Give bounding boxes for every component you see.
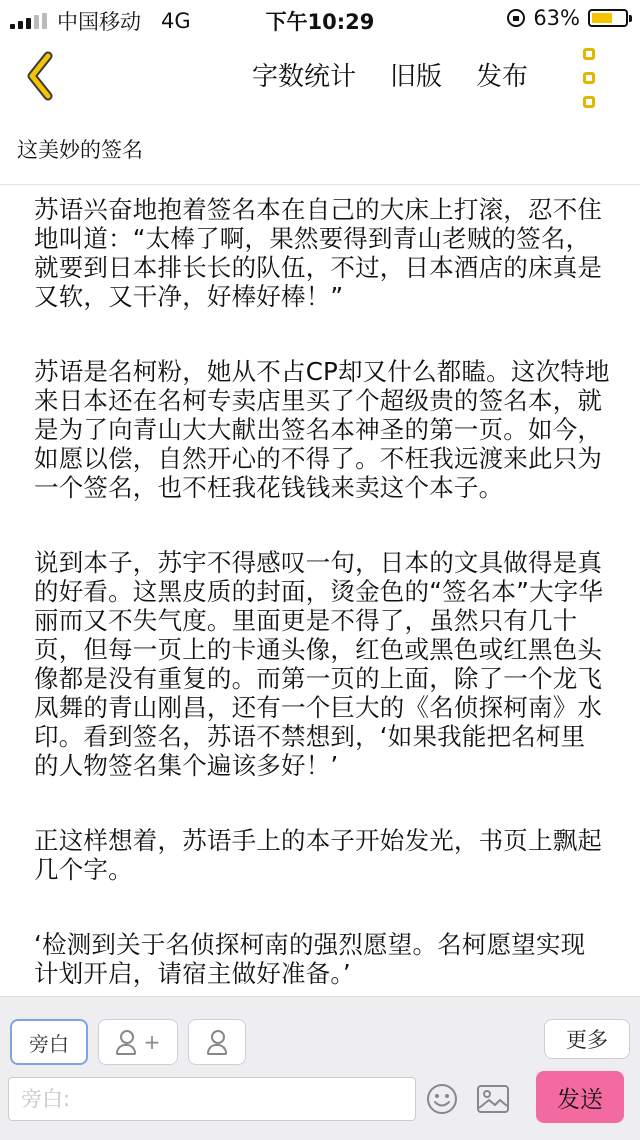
smiley-icon xyxy=(426,1083,458,1115)
battery-fill xyxy=(592,13,612,23)
person-icon xyxy=(116,1030,136,1054)
status-time: 下午10:29 xyxy=(265,10,375,34)
rotation-lock-icon xyxy=(507,9,525,27)
image-button[interactable] xyxy=(476,1083,510,1115)
word-count-button[interactable]: 字数统计 xyxy=(252,62,357,92)
carrier-name: 中国移动 xyxy=(57,10,141,34)
publish-button[interactable]: 发布 xyxy=(476,62,529,92)
paragraph: 苏语兴奋地抱着签名本在自己的大床上打滚，忍不住地叫道：“太棒了啊，果然要得到青山老贼的签名，就要到日本排长长的队伍，不过，日本酒店的床真是又软，又干净，好棒好棒！” xyxy=(34,195,603,311)
back-button[interactable] xyxy=(18,46,66,102)
input-panel xyxy=(0,996,640,1140)
person-icon xyxy=(207,1030,227,1054)
plus-icon: + xyxy=(143,1030,161,1054)
image-icon xyxy=(476,1083,510,1115)
more-menu-icon[interactable] xyxy=(578,48,600,108)
paragraph: ‘检测到关于名侦探柯南的强烈愿望。名柯愿望实现计划开启，请宿主做好准备。’ xyxy=(34,930,586,988)
paragraph: 苏语是名柯粉，她从不占CP却又什么都瞌。这次特地来日本还在名柯专卖店里买了个超级贵的签名本，就是为了向青山大大献出签名本神圣的第一页。如今，如愿以偿，自然开心的不得了。不枉我远渡来此只为一个签名，也不枉我花钱钱来卖这个本子。 xyxy=(34,357,610,502)
old-version-button[interactable]: 旧版 xyxy=(390,62,443,92)
add-role-button[interactable] xyxy=(98,1019,178,1065)
document-body[interactable] xyxy=(34,186,610,996)
status-right xyxy=(507,6,628,30)
battery-icon xyxy=(588,9,628,27)
network-type: 4G xyxy=(161,9,191,33)
status-bar xyxy=(0,0,640,36)
paragraph: 正这样想着，苏语手上的本子开始发光，书页上飘起几个字。 xyxy=(34,826,603,884)
paragraph: 说到本子，苏宇不得感叹一句，日本的文具做得是真的好看。这黑皮质的封面，烫金色的“签名本”大字华丽而又不失气度。里面更是不得了，虽然只有几十页，但每一页上的卡通头像，红色或黑色或红黑色头像都是没有重复的。而第一页的上面，除了一个龙飞凤舞的青山刚昌，还有一个巨大的《名侦探柯南》水印。看到签名，苏语不禁想到，‘如果我能把名柯里的人物签名集个遍该多好！’ xyxy=(34,548,604,780)
more-button[interactable]: 更多 xyxy=(544,1019,630,1059)
nav-actions xyxy=(252,56,528,93)
battery-percent: 63% xyxy=(533,6,580,30)
role-avatar-button[interactable] xyxy=(188,1019,246,1065)
nav-bar xyxy=(0,36,640,116)
send-button[interactable]: 发送 xyxy=(536,1071,624,1123)
chevron-left-icon xyxy=(18,46,66,102)
emoji-button[interactable] xyxy=(426,1083,458,1115)
document-title[interactable]: 这美妙的签名 xyxy=(17,138,143,162)
message-input[interactable] xyxy=(8,1077,416,1121)
title-row xyxy=(0,116,640,185)
narration-role-label: 旁白 xyxy=(29,1031,69,1056)
narration-role-button[interactable] xyxy=(10,1019,88,1065)
